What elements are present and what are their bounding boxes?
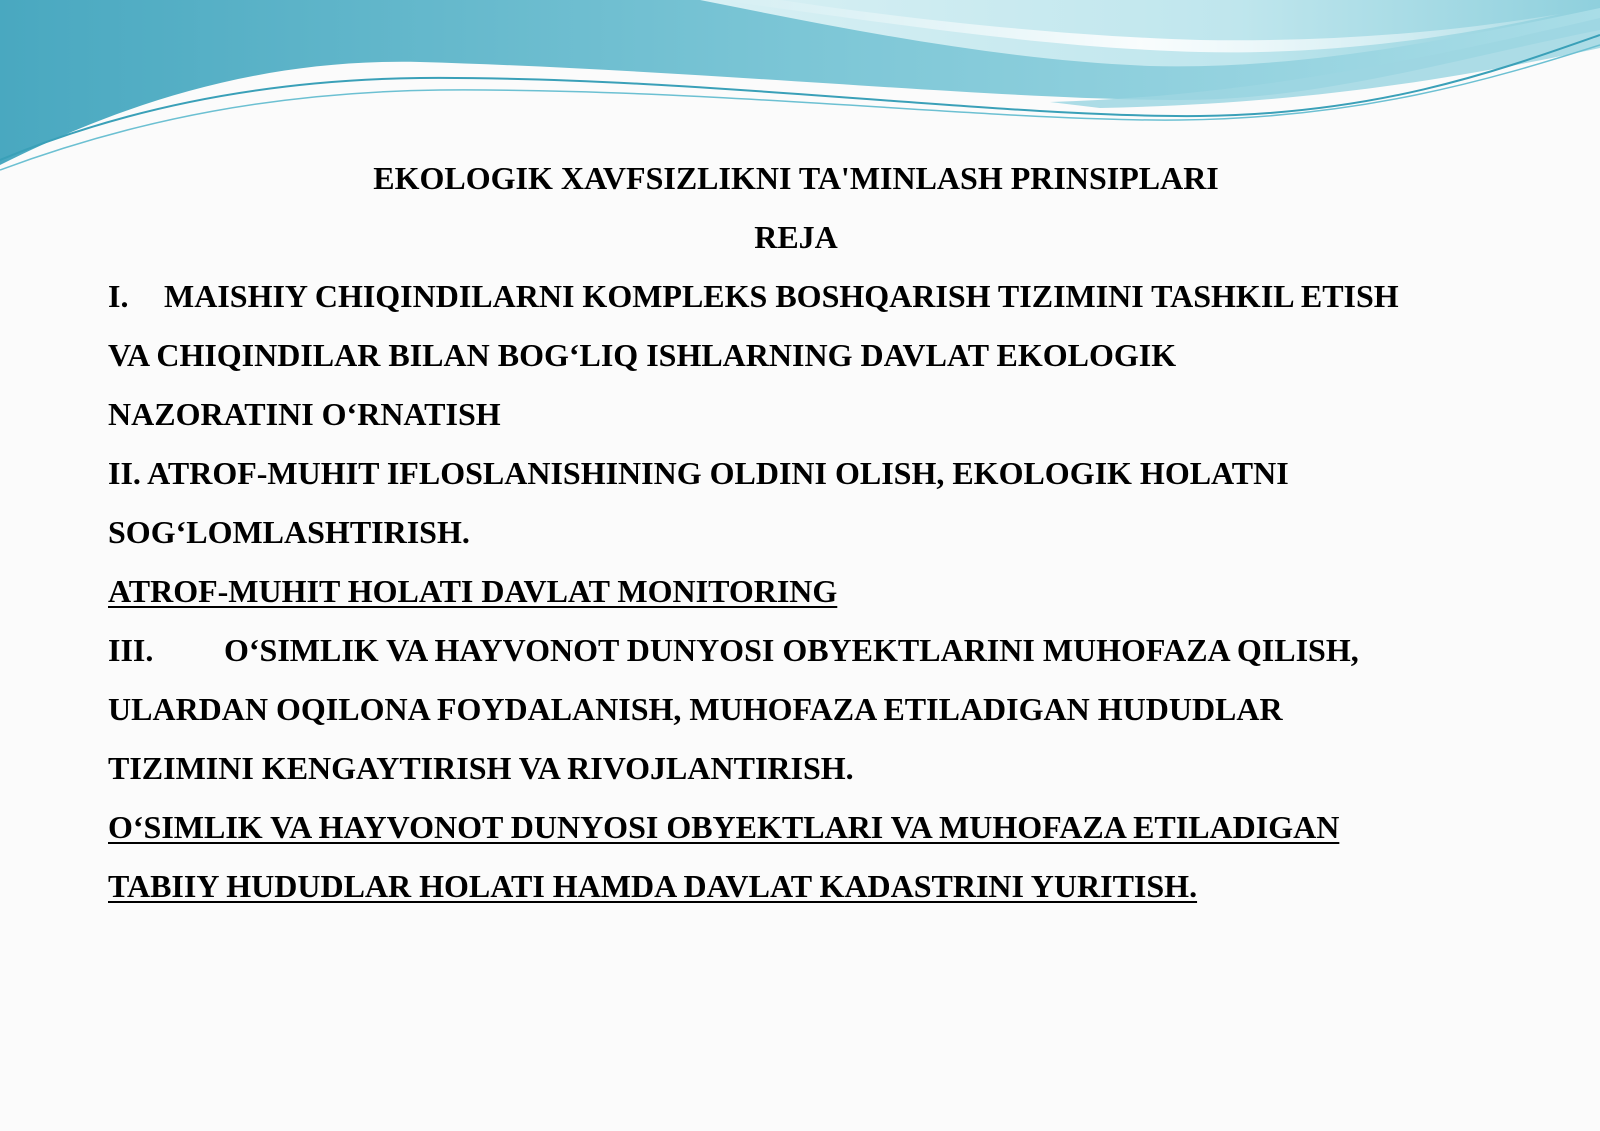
- section-3-line-2: ULARDAN OQILONA FOYDALANISH, MUHOFAZA ETILADIGAN HUDUDLAR: [108, 691, 1283, 727]
- section-1-text: MAISHIY CHIQINDILARNI KOMPLEKS BOSHQARISH TIZIMINI TASHKIL ETISH: [164, 278, 1399, 314]
- section-1-line-2: VA CHIQINDILAR BILAN BOG‘LIQ ISHLARNING DAVLAT EKOLOGIK: [108, 337, 1177, 373]
- section-1-line-1: [108, 267, 1508, 326]
- section-2-line-2: SOG‘LOMLASHTIRISH.: [108, 514, 470, 550]
- section-1-number: I.: [108, 278, 129, 314]
- section-3-underlined-heading-1: [108, 798, 1508, 857]
- section-3-underlined-text-2: TABIIY HUDUDLAR HOLATI HAMDA DAVLAT KADASTRINI YURITISH.: [108, 868, 1198, 904]
- section-3-underlined-heading-2: [108, 857, 1508, 916]
- section-1-line-3: NAZORATINI O‘RNATISH: [108, 396, 501, 432]
- section-2-underlined-text: ATROF-MUHIT HOLATI DAVLAT MONITORING: [108, 573, 838, 609]
- section-3-line-3: TIZIMINI KENGAYTIRISH VA RIVOJLANTIRISH.: [108, 750, 854, 786]
- section-3-underlined-text-1: O‘SIMLIK VA HAYVONOT DUNYOSI OBYEKTLARI VA MUHOFAZA ETILADIGAN: [108, 809, 1340, 845]
- slide-subtitle: REJA: [754, 219, 838, 255]
- slide-content: [108, 149, 1508, 916]
- section-3-line-1: [108, 621, 1508, 680]
- section-2-underlined-heading: [108, 562, 1508, 621]
- section-2-line-1: II. ATROF-MUHIT IFLOSLANISHINING OLDINI OLISH, EKOLOGIK HOLATNI: [108, 455, 1289, 491]
- section-3-number: III.: [108, 632, 154, 668]
- slide-title: EKOLOGIK XAVFSIZLIKNI TA'MINLASH PRINSIPLARI: [373, 160, 1219, 196]
- section-3-text: O‘SIMLIK VA HAYVONOT DUNYOSI OBYEKTLARINI MUHOFAZA QILISH,: [224, 632, 1359, 668]
